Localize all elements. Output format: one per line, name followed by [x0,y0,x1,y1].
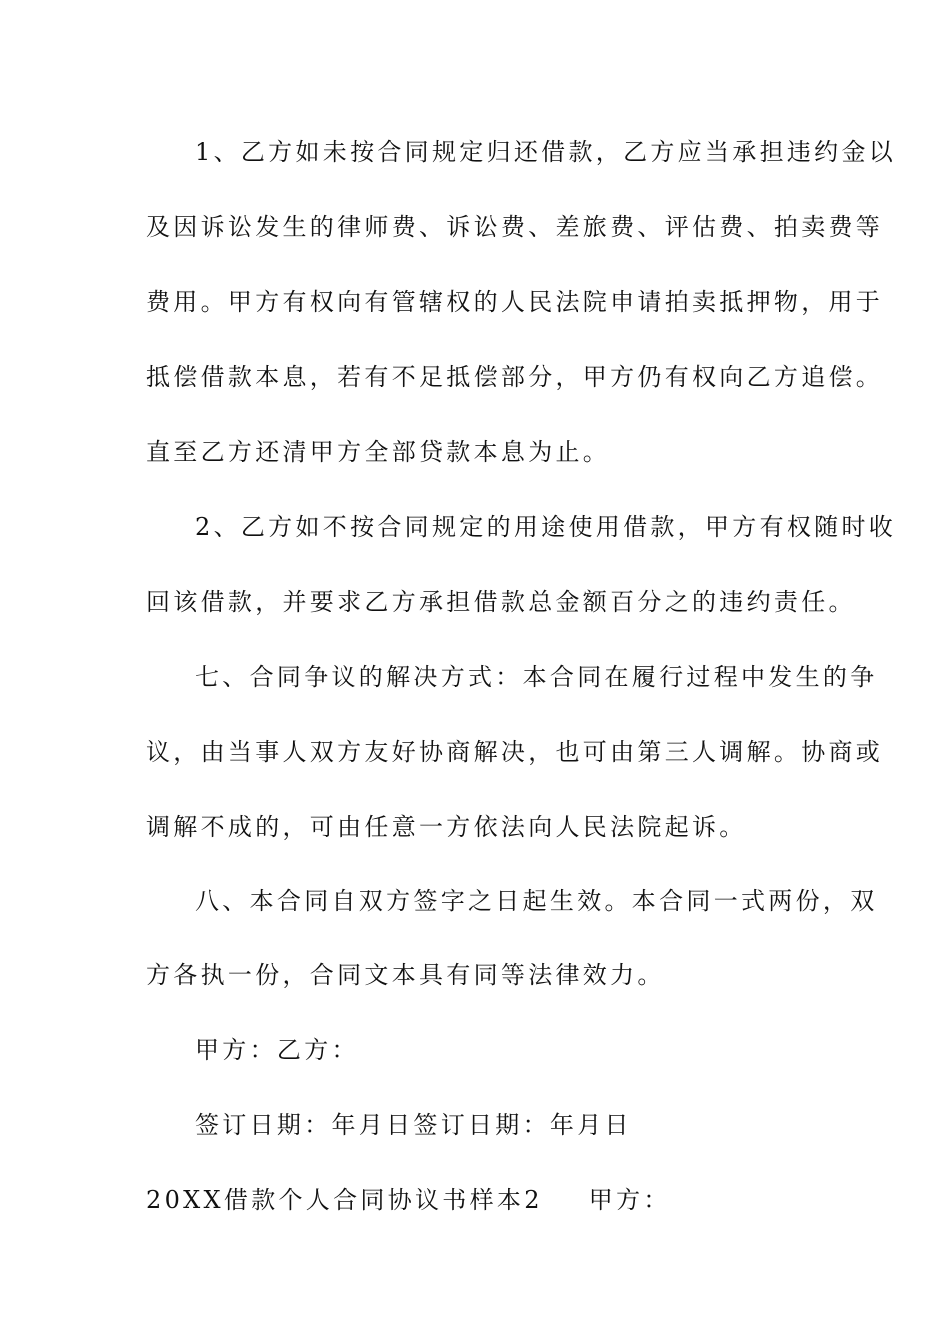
paragraph-line: 抵偿借款本息，若有不足抵偿部分，甲方仍有权向乙方追偿。 [146,363,884,391]
party-a-label: 甲方： [588,1186,671,1214]
section-title-line [146,1183,826,1217]
paragraph-line: 八、本合同自双方签字之日起生效。本合同一式两份，双 [195,887,878,915]
paragraph-line: 七、合同争议的解决方式：本合同在履行过程中发生的争 [195,663,878,691]
document-title: 20XX借款个人合同协议书样本2 [146,1186,543,1214]
paragraph-line: 调解不成的，可由任意一方依法向人民法院起诉。 [146,813,747,841]
paragraph-line: 议，由当事人双方友好协商解决，也可由第三人调解。协商或 [146,738,884,766]
paragraph-line: 2、乙方如不按合同规定的用途使用借款，甲方有权随时收 [195,513,897,541]
paragraph-line: 1、乙方如未按合同规定归还借款，乙方应当承担违约金以 [195,138,897,166]
paragraph-line: 费用。甲方有权向有管辖权的人民法院申请拍卖抵押物，用于 [146,288,884,316]
paragraph-line: 回该借款，并要求乙方承担借款总金额百分之的违约责任。 [146,588,856,616]
signing-date-line: 签订日期：年月日签订日期：年月日 [195,1111,632,1139]
signature-parties-line: 甲方：乙方： [195,1036,359,1064]
paragraph-line: 方各执一份，合同文本具有同等法律效力。 [146,961,665,989]
paragraph-line: 直至乙方还清甲方全部贷款本息为止。 [146,438,611,466]
paragraph-line: 及因诉讼发生的律师费、诉讼费、差旅费、评估费、拍卖费等 [146,213,884,241]
